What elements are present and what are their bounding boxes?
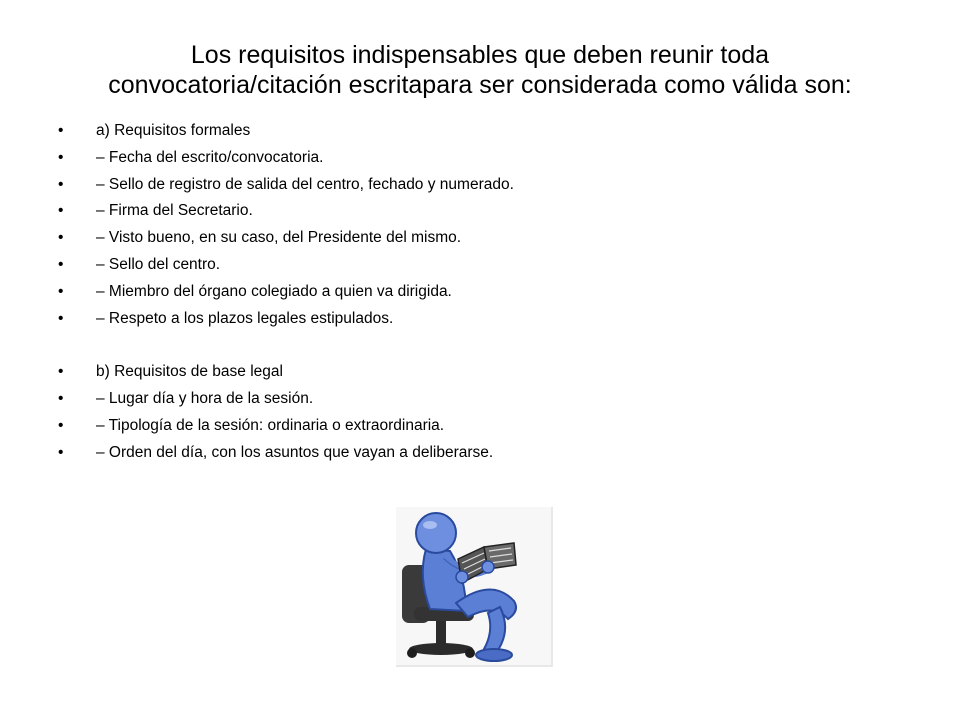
list-item-text: – Orden del día, con los asuntos que vayan a deliberarse.	[96, 443, 494, 461]
bullet-icon: •	[58, 122, 64, 139]
list-item	[58, 225, 918, 252]
list-item	[58, 252, 918, 279]
bullet-icon: •	[58, 202, 64, 220]
list-item-text: – Visto bueno, en su caso, del Presidente del mismo.	[96, 229, 462, 247]
bullet-icon: •	[58, 309, 64, 327]
requirements-list	[58, 118, 918, 466]
list-item-text: – Sello del centro.	[96, 255, 221, 273]
bullet-icon: •	[58, 363, 64, 381]
list-item	[58, 198, 918, 225]
list-item-text: – Tipología de la sesión: ordinaria o extraordinaria.	[96, 416, 445, 434]
reading-person-illustration	[396, 507, 553, 667]
list-item	[58, 172, 918, 199]
head-icon	[416, 513, 456, 553]
list-item	[58, 359, 918, 386]
list-item	[58, 118, 918, 145]
bullet-icon: •	[58, 255, 64, 273]
list-item-text: – Respeto a los plazos legales estipulados.	[96, 309, 394, 327]
list-item	[58, 440, 918, 467]
bullet-icon: •	[58, 148, 64, 166]
bullet-icon: •	[58, 416, 64, 434]
chair-base-icon	[409, 643, 473, 655]
list-item	[58, 306, 918, 333]
list-item-text: a) Requisitos formales	[96, 122, 251, 139]
list-item	[58, 145, 918, 172]
list-item-text: – Firma del Secretario.	[96, 202, 253, 220]
person-reading-book-on-chair-icon	[396, 507, 551, 665]
bullet-icon: •	[58, 175, 64, 193]
list-item-text: – Fecha del escrito/convocatoria.	[96, 148, 324, 166]
bullet-icon: •	[58, 282, 64, 300]
slide-title-line-2: convocatoria/citación escritapara ser considerada como válida son:	[108, 71, 852, 99]
slide-title-line-1: Los requisitos indispensables que deben reunir toda	[190, 41, 770, 69]
slide-title	[40, 40, 920, 100]
list-item-text: b) Requisitos de base legal	[96, 363, 283, 381]
bullet-icon: •	[58, 389, 64, 407]
list-item-text: – Sello de registro de salida del centro, fechado y numerado.	[96, 175, 514, 193]
bullet-icon: •	[58, 443, 64, 461]
foot-icon	[476, 649, 512, 661]
list-item	[58, 279, 918, 306]
list-item	[58, 413, 918, 440]
list-spacer	[58, 332, 918, 359]
list-item	[58, 386, 918, 413]
list-item-text: – Lugar día y hora de la sesión.	[96, 389, 314, 407]
list-item-text: – Miembro del órgano colegiado a quien va dirigida.	[96, 282, 452, 300]
bullet-icon: •	[58, 229, 64, 247]
